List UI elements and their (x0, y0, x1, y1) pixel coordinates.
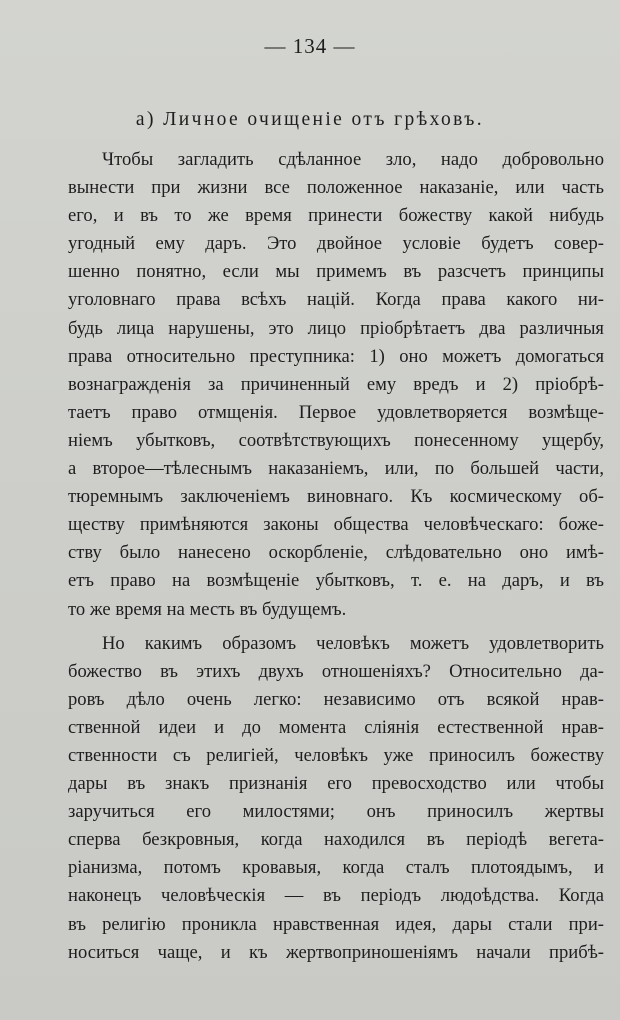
text-line: ству было нанесено оскорбленіе, слѣдовательно оно имѣ- (68, 542, 604, 564)
paragraph (68, 630, 604, 967)
text-line: таетъ право отмщенія. Первое удовлетворяется возмѣще- (68, 401, 604, 423)
text-line: въ религію проникла нравственная идея, дары стали при- (68, 913, 604, 935)
text-line: Но какимъ образомъ человѣкъ можетъ удовлетворить (102, 632, 604, 654)
text-line: вознагражденія за причиненный ему вредъ и 2) пріобрѣ- (68, 373, 604, 395)
text-line: ществу примѣняются законы общества человѣческаго: боже- (68, 514, 604, 536)
text-line: ровъ дѣло очень легко: независимо отъ всякой нрав- (68, 688, 604, 710)
text-line: наконецъ человѣческія — въ періодъ людоѣдства. Когда (68, 885, 604, 907)
paragraph (68, 146, 604, 624)
text-line: носиться чаще, и къ жертвоприношеніямъ начали прибѣ- (68, 941, 604, 963)
text-line: етъ право на возмѣщеніе убытковъ, т. е. на даръ, и въ (68, 570, 604, 592)
text-line: шенно понятно, если мы примемъ въ разсчетъ принципы (68, 261, 604, 283)
text-line: ственной идеи и до момента слiянія естественной нрав- (68, 716, 604, 738)
text-line: дары въ знакъ признанія его превосходство или чтобы (68, 773, 604, 795)
text-line: будь лица нарушены, это лицо пріобрѣтаетъ два различныя (68, 317, 604, 339)
text-line: божество въ этихъ двухъ отношеніяхъ? Относительно да- (68, 660, 604, 682)
text-line: ственности съ религіей, человѣкъ уже приносилъ божеству (68, 744, 604, 766)
text-line: а второе—тѣлеснымъ наказаніемъ, или, по большей части, (68, 458, 604, 480)
section-heading: а) Личное очищеніе отъ грѣховъ. (135, 109, 485, 130)
text-line: права относительно преступника: 1) оно можетъ домогаться (68, 345, 604, 367)
text-line: угодный ему даръ. Это двойное условіе будетъ совер- (68, 233, 604, 255)
text-line: Чтобы загладить сдѣланное зло, надо добровольно (102, 149, 604, 170)
text-line: его, и въ то же время принести божеству какой нибудь (68, 205, 604, 227)
text-line: то же время на месть въ будущемъ. (68, 598, 347, 620)
text-line: ніемъ убытковъ, соотвѣтствующихъ понесенному ущербу, (68, 429, 604, 451)
text-line: ріанизма, потомъ кровавыя, когда сталъ плотоядымъ, и (68, 857, 604, 879)
text-line: сперва безкровныя, когда находился въ періодѣ вегета- (68, 829, 604, 851)
body-text (68, 146, 604, 967)
text-line: заручиться его милостями; онъ приносилъ жертвы (68, 801, 604, 823)
page-number: — 134 — (264, 34, 356, 58)
text-line: вынести при жизни все положенное наказаніе, или часть (68, 177, 604, 199)
text-line: уголовнаго права всѣхъ націй. Когда права какого ни- (68, 289, 604, 311)
text-line: тюремнымъ заключеніемъ виновнаго. Къ космическому об- (68, 486, 604, 508)
